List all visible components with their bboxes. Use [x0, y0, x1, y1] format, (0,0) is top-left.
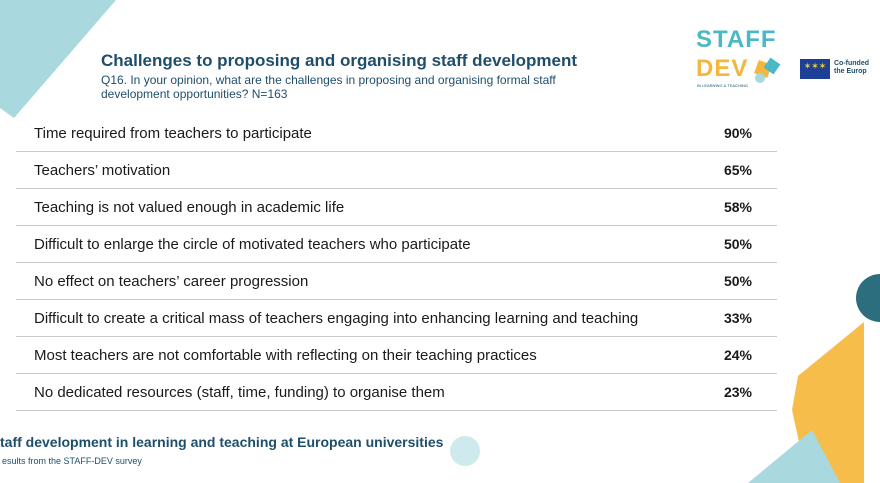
- page-title: Challenges to proposing and organising staff development: [101, 51, 578, 70]
- eu-badge-line1: Co-funded: [834, 60, 869, 67]
- table-row: [16, 226, 777, 263]
- row-label: Time required from teachers to participate: [34, 124, 312, 142]
- footer-title: taff development in learning and teaching at European universities: [0, 434, 444, 450]
- right-dark-circle: [856, 274, 880, 322]
- row-value: 23%: [723, 384, 752, 400]
- row-label: Teachers’ motivation: [34, 161, 171, 179]
- row-value: 65%: [723, 162, 752, 178]
- row-value: 50%: [723, 273, 752, 289]
- row-value: 24%: [723, 347, 752, 363]
- table-row: [16, 300, 777, 337]
- row-label: No dedicated resources (staff, time, funding) to organise them: [34, 383, 445, 401]
- challenges-table: [16, 115, 777, 411]
- eu-badge-line2: the Europ: [834, 68, 867, 75]
- logo-tagline: IN LEARNING & TEACHING: [697, 83, 749, 88]
- table-row: [16, 263, 777, 300]
- row-label: Difficult to create a critical mass of teachers engaging into enhancing learning and teaching: [34, 309, 639, 327]
- row-value: 90%: [723, 125, 752, 141]
- row-value: 33%: [723, 310, 752, 326]
- row-label: Teaching is not valued enough in academic life: [34, 198, 345, 216]
- table-row: [16, 115, 777, 152]
- staff-dev-logo: [692, 26, 788, 92]
- footer-teal-circle: [450, 436, 480, 466]
- eu-flag-icon: ✶✶✶: [800, 59, 830, 79]
- table-row: [16, 337, 777, 374]
- eu-badge-text: [834, 60, 869, 76]
- row-value: 58%: [723, 199, 752, 215]
- logo-shapes-icon: [744, 56, 784, 86]
- table-row: [16, 374, 777, 411]
- top-left-teal-triangle: [0, 0, 116, 118]
- row-label: Most teachers are not comfortable with reflecting on their teaching practices: [34, 346, 537, 364]
- page-subtitle: Q16. In your opinion, what are the challenges in proposing and organising formal staff development opportunities? N=163: [101, 73, 556, 101]
- row-value: 50%: [723, 236, 752, 252]
- table-row: [16, 152, 777, 189]
- footer-subtitle: esults from the STAFF-DEV survey: [2, 456, 142, 466]
- logo-dev-text: DEV: [696, 55, 749, 82]
- table-row: [16, 189, 777, 226]
- eu-cofunded-badge: [800, 59, 880, 79]
- row-label: Difficult to enlarge the circle of motivated teachers who participate: [34, 235, 471, 253]
- logo-staff-text: STAFF: [696, 26, 777, 53]
- row-label: No effect on teachers’ career progression: [34, 272, 309, 290]
